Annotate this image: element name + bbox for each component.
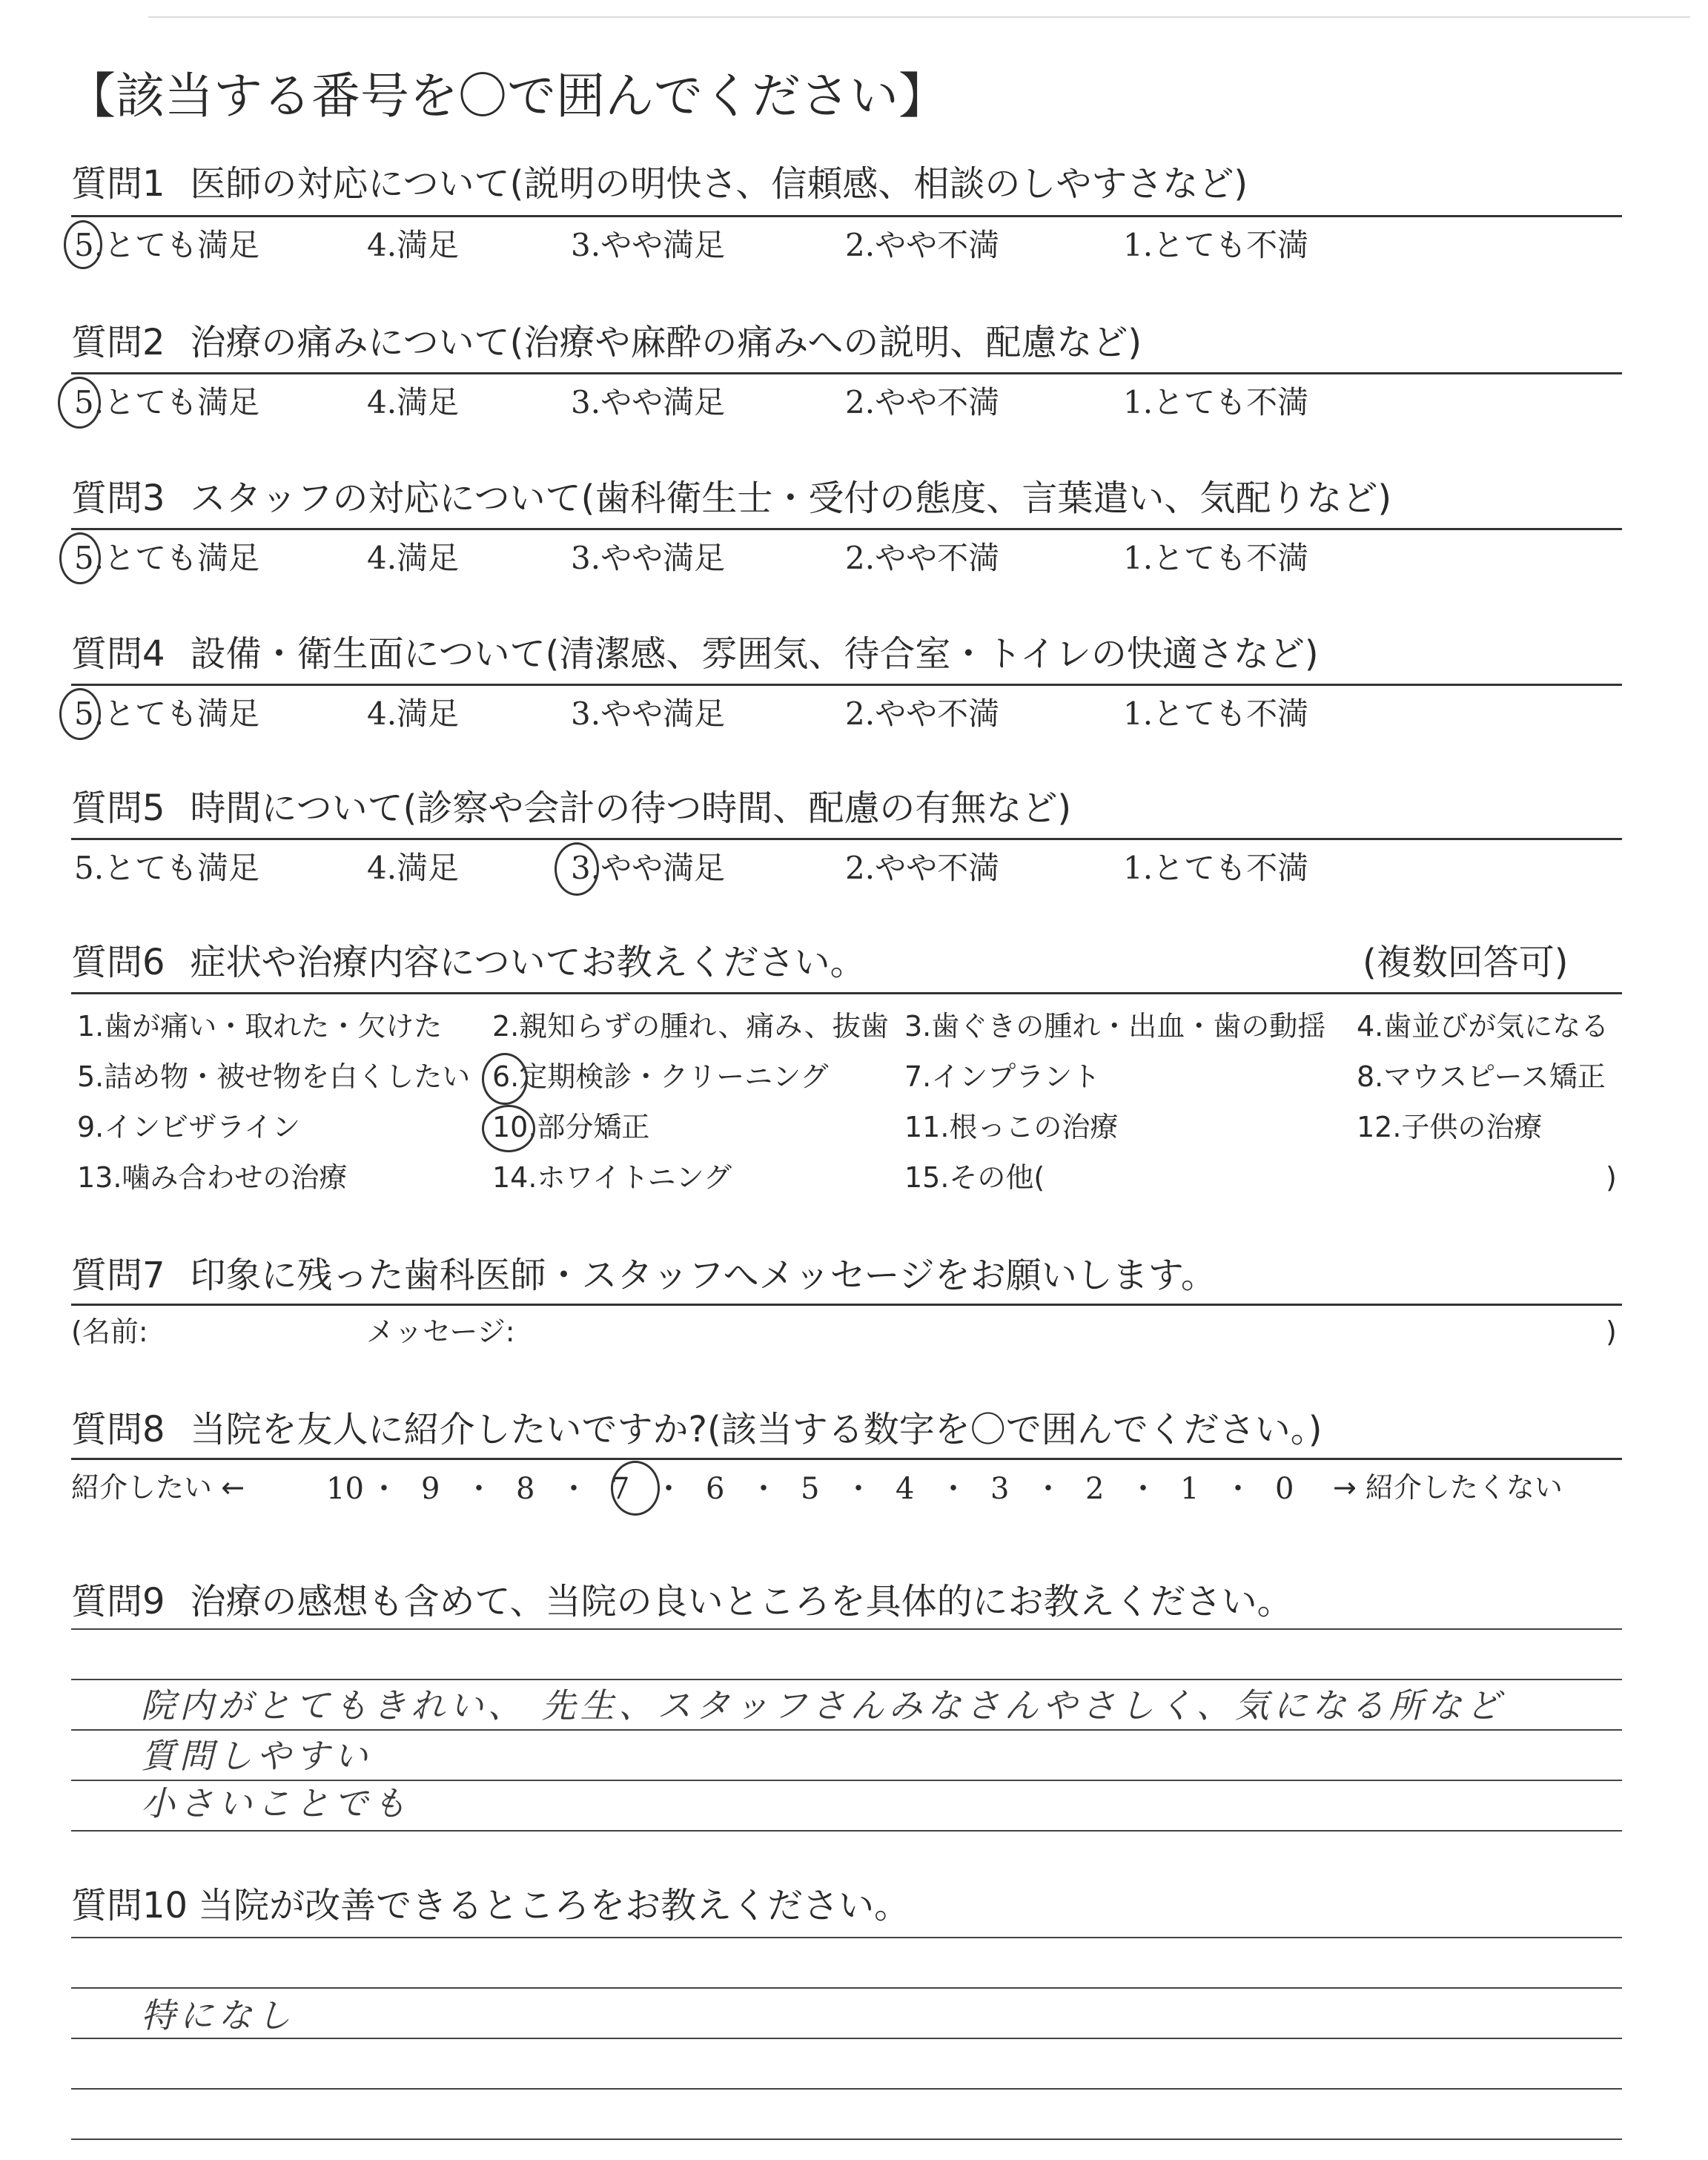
q10-line-1 <box>71 1937 1622 1938</box>
q8-scale-separator: ・ <box>1223 1472 1253 1506</box>
q3-option-1[interactable]: 1.とても不満 <box>1123 540 1309 576</box>
q8-scale-value-8[interactable]: 8 <box>516 1472 535 1506</box>
q6-item-14[interactable]: 14.ホワイトニング <box>492 1161 732 1194</box>
q1-number: 質問1 <box>71 163 165 205</box>
q8-scale-separator: ・ <box>939 1472 968 1506</box>
q2-number: 質問2 <box>71 322 165 363</box>
q4-option-2[interactable]: 2.やや不満 <box>845 696 1000 732</box>
q6-item-8[interactable]: 8.マウスピース矯正 <box>1357 1060 1606 1093</box>
q10-line-2 <box>71 1987 1622 1989</box>
q8-scale-value-0[interactable]: 0 <box>1275 1472 1294 1506</box>
q4-option-4[interactable]: 4.満足 <box>367 696 460 732</box>
q1-option-5[interactable]: 5.とても満足 <box>74 227 260 263</box>
q3-answer-circle <box>59 532 101 584</box>
q7-title <box>71 1253 1217 1298</box>
q8-scale-separator: ・ <box>1128 1472 1158 1506</box>
q9-handwritten-line-3: 小さいことでも <box>141 1783 411 1823</box>
q7-number: 質問7 <box>71 1255 165 1296</box>
q9-number: 質問9 <box>71 1581 165 1622</box>
q9-line-3 <box>71 1729 1622 1731</box>
q8-scale-value-5[interactable]: 5 <box>801 1472 820 1506</box>
q8-scale-value-7[interactable]: 7 <box>611 1472 630 1506</box>
q9-line-5 <box>71 1830 1622 1832</box>
q6-item-12[interactable]: 12.子供の治療 <box>1357 1111 1543 1143</box>
q9-handwritten-line-1: 院内がとてもきれい、 先生、スタッフさんみなさんやさしく、気になる所など <box>141 1685 1505 1725</box>
q8-scale-separator: ・ <box>844 1472 873 1506</box>
q8-answer-circle <box>611 1461 660 1516</box>
q4-option-3[interactable]: 3.やや満足 <box>571 696 726 732</box>
q6-item-4[interactable]: 4.歯並びが気になる <box>1357 1010 1609 1043</box>
q7-text: 印象に残った歯科医師・スタッフへメッセージをお願いします。 <box>190 1255 1217 1296</box>
q1-option-1[interactable]: 1.とても不満 <box>1123 227 1309 263</box>
q4-rule <box>71 684 1622 686</box>
q5-option-3[interactable]: 3.やや満足 <box>571 850 726 886</box>
q8-scale-value-1[interactable]: 1 <box>1180 1472 1199 1506</box>
q5-answer-circle <box>555 842 599 896</box>
q3-option-2[interactable]: 2.やや不満 <box>845 540 1000 576</box>
q10-handwritten-line-1: 特になし <box>141 1995 295 2035</box>
q9-handwritten-line-2: 質問しやすい <box>141 1736 372 1776</box>
form-title: 【該当する番号を〇で囲んでください】 <box>67 67 947 125</box>
q1-option-4[interactable]: 4.満足 <box>367 227 460 263</box>
q6-item-13[interactable]: 13.噛み合わせの治療 <box>77 1161 348 1194</box>
scan-top-edge <box>148 16 1690 18</box>
q5-option-5[interactable]: 5.とても満足 <box>74 850 260 886</box>
q6-title <box>71 940 866 985</box>
q4-text: 設備・衛生面について(清潔感、雰囲気、待合室・トイレの快適さなど) <box>190 633 1319 675</box>
q9-line-1 <box>71 1628 1622 1630</box>
q2-option-3[interactable]: 3.やや満足 <box>571 384 726 420</box>
q1-title <box>71 162 1248 206</box>
q8-scale-separator: ・ <box>369 1472 399 1506</box>
q4-title <box>71 632 1319 676</box>
q8-scale-separator: ・ <box>749 1472 778 1506</box>
q4-option-5[interactable]: 5.とても満足 <box>74 696 260 732</box>
q8-scale-separator: ・ <box>464 1472 494 1506</box>
q8-number: 質問8 <box>71 1409 165 1450</box>
q3-option-5[interactable]: 5.とても満足 <box>74 540 260 576</box>
q2-option-4[interactable]: 4.満足 <box>367 384 460 420</box>
q8-scale-value-6[interactable]: 6 <box>706 1472 725 1506</box>
q10-line-3 <box>71 2038 1622 2039</box>
q5-rule <box>71 838 1622 840</box>
q1-option-2[interactable]: 2.やや不満 <box>845 227 1000 263</box>
q8-scale-value-2[interactable]: 2 <box>1085 1472 1105 1506</box>
q10-title <box>71 1883 910 1928</box>
q6-answer-circle-10 <box>482 1105 535 1152</box>
q8-title <box>71 1407 1322 1452</box>
q2-answer-circle <box>58 377 101 429</box>
q5-option-2[interactable]: 2.やや不満 <box>845 850 1000 886</box>
q6-item-5[interactable]: 5.詰め物・被せ物を白くしたい <box>77 1060 471 1093</box>
q5-text: 時間について(診察や会計の待つ時間、配慮の有無など) <box>190 787 1072 829</box>
q6-item-7[interactable]: 7.インプラント <box>904 1060 1101 1093</box>
q5-option-4[interactable]: 4.満足 <box>367 850 460 886</box>
q2-option-5[interactable]: 5.とても満足 <box>74 384 260 420</box>
q3-text: スタッフの対応について(歯科衛生士・受付の態度、言葉遣い、気配りなど) <box>190 478 1392 519</box>
q1-option-3[interactable]: 3.やや満足 <box>571 227 726 263</box>
q8-left-label: 紹介したい ← <box>71 1471 245 1504</box>
q8-scale-value-4[interactable]: 4 <box>896 1472 915 1506</box>
q8-scale <box>326 1470 1305 1508</box>
q9-text: 治療の感想も含めて、当院の良いところを具体的にお教えください。 <box>190 1581 1293 1622</box>
q6-rule <box>71 992 1622 994</box>
q6-text: 症状や治療内容についてお教えください。 <box>190 942 866 983</box>
q5-option-1[interactable]: 1.とても不満 <box>1123 850 1309 886</box>
q8-scale-separator: ・ <box>654 1472 683 1506</box>
q5-title <box>71 786 1071 830</box>
q9-line-2 <box>71 1679 1622 1680</box>
q3-title <box>71 476 1391 521</box>
q4-answer-circle <box>59 688 101 740</box>
q6-multiple-answer-note: (複数回答可) <box>1363 942 1569 983</box>
q2-title <box>71 320 1142 365</box>
q1-text: 医師の対応について(説明の明快さ、信頼感、相談のしやすさなど) <box>190 163 1248 205</box>
q6-answer-circle-6 <box>482 1053 528 1105</box>
q6-item-1[interactable]: 1.歯が痛い・取れた・欠けた <box>77 1010 443 1043</box>
q9-line-4 <box>71 1780 1622 1781</box>
q2-option-2[interactable]: 2.やや不満 <box>845 384 1000 420</box>
q3-option-3[interactable]: 3.やや満足 <box>571 540 726 576</box>
q10-number: 質問10 <box>71 1885 188 1926</box>
q4-number: 質問4 <box>71 633 165 675</box>
q6-item-9[interactable]: 9.インビザライン <box>77 1111 301 1143</box>
q7-close-paren: ) <box>1606 1315 1617 1348</box>
q6-item-2[interactable]: 2.親知らずの腫れ、痛み、抜歯 <box>492 1010 889 1043</box>
q8-scale-value-9[interactable]: 9 <box>421 1472 440 1506</box>
q8-scale-value-10[interactable]: 10 <box>326 1472 364 1506</box>
q6-item-15[interactable]: 15.その他( <box>904 1161 1045 1194</box>
q5-number: 質問5 <box>71 787 165 829</box>
q7-message-label: メッセージ: <box>366 1315 515 1348</box>
q8-rule <box>71 1458 1622 1460</box>
q3-number: 質問3 <box>71 478 165 519</box>
q2-rule <box>71 372 1622 374</box>
q4-option-1[interactable]: 1.とても不満 <box>1123 696 1309 732</box>
q6-item-3[interactable]: 3.歯ぐきの腫れ・出血・歯の動揺 <box>904 1010 1326 1043</box>
q7-rule <box>71 1304 1622 1306</box>
q8-scale-separator: ・ <box>559 1472 589 1506</box>
q9-title <box>71 1579 1293 1624</box>
q3-rule <box>71 528 1622 530</box>
q6-item-11[interactable]: 11.根っこの治療 <box>904 1111 1119 1143</box>
q7-name-label: (名前: <box>71 1315 148 1348</box>
q8-scale-separator: ・ <box>1033 1472 1063 1506</box>
q3-option-4[interactable]: 4.満足 <box>367 540 460 576</box>
q8-text: 当院を友人に紹介したいですか?(該当する数字を〇で囲んでください。) <box>190 1409 1323 1450</box>
q6-number: 質問6 <box>71 942 165 983</box>
q1-answer-circle <box>64 220 102 269</box>
q8-scale-value-3[interactable]: 3 <box>990 1472 1010 1506</box>
q1-rule <box>71 215 1622 217</box>
q6-item-15-close: ) <box>1606 1161 1617 1194</box>
q10-line-4 <box>71 2088 1622 2090</box>
q6-item-10[interactable]: 10.部分矯正 <box>492 1111 650 1143</box>
q6-item-6[interactable]: 6.定期検診・クリーニング <box>492 1060 829 1093</box>
q10-text: 当院が改善できるところをお教えください。 <box>198 1885 910 1926</box>
q2-text: 治療の痛みについて(治療や麻酔の痛みへの説明、配慮など) <box>190 322 1142 363</box>
q2-option-1[interactable]: 1.とても不満 <box>1123 384 1309 420</box>
q8-right-label: → 紹介したくない <box>1333 1471 1563 1504</box>
q10-line-5 <box>71 2138 1622 2140</box>
